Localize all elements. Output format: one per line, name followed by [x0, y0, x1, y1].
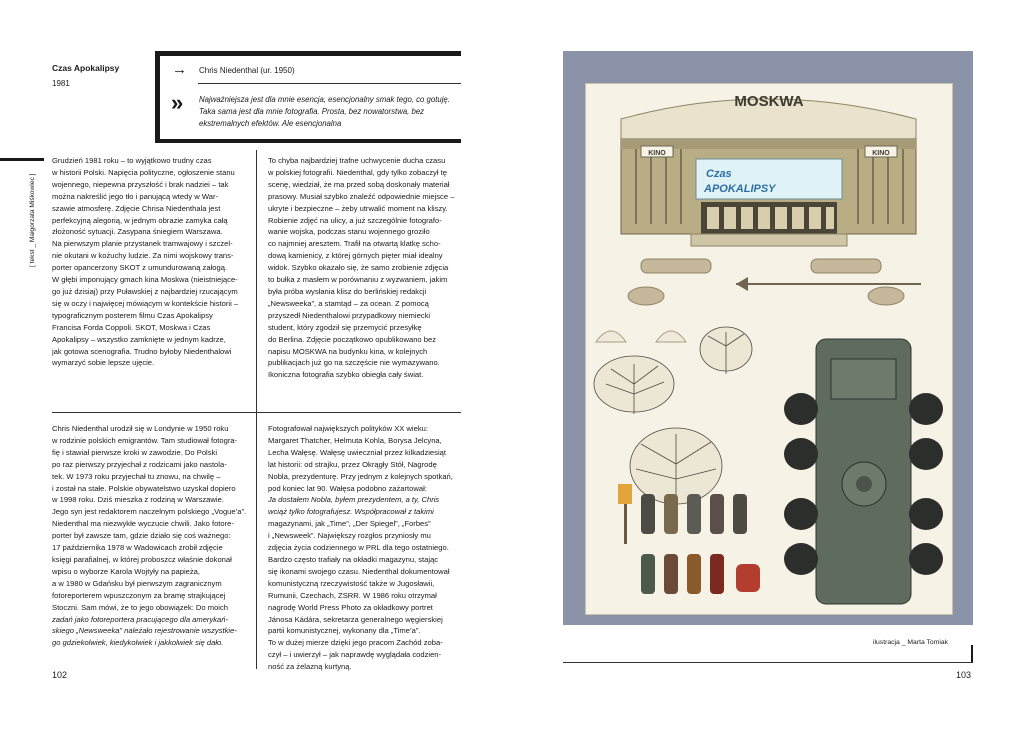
column-divider-bottom — [256, 412, 257, 669]
text-line: Chris Niedenthal urodził się w Londynie w 1950 roku — [52, 424, 229, 433]
quote-line: Taka sama jest dla mnie fotografia. Prosta, bez nowatorstwa, bez — [199, 107, 425, 117]
text-line: wojennego, niepewna przyszłość i brak nadziei – tak — [52, 179, 229, 189]
text-line: pod koniec lat 90. Wałęsa podobno zażartował: — [268, 483, 427, 493]
cutout-drawing — [586, 84, 952, 614]
text-column-2-top — [268, 155, 468, 381]
arrow-right-icon: → — [172, 61, 187, 78]
illustration — [563, 51, 973, 625]
text-line: wanie wojska, podczas stanu wojennego groziło — [268, 227, 430, 237]
text-line: Niedenthal ma niezwykłe wyczucie chwili. Jako fotore- — [52, 519, 234, 529]
text-line: zdjęcia życia codziennego w PRL dla tego ostatniego. — [268, 543, 449, 553]
text-line: nie okutani w kożuchy ludzie. Za nimi wojskowy trans- — [52, 251, 234, 261]
text-line: Jego syn jest redaktorem naczelnym polskiego „Vogue’a”. — [52, 507, 247, 517]
text-line: i „Newsweek”. Największy rozgłos przyniosły mu — [268, 531, 431, 541]
text-line: W głębi imponujący gmach kina Moskwa (nieistniejące- — [52, 275, 238, 285]
text-line: Stoczni. Sam mówi, że to jego obowiązek: Do moich — [52, 602, 228, 612]
text-column-1-bottom — [52, 423, 252, 649]
text-line: w 1998 roku. Dziś mieszka z rodziną w Warszawie. — [52, 495, 224, 505]
text-line: 17 października 1978 w Wadowicach zrobił zdjęcie — [52, 543, 223, 553]
text-line: skiego „Newsweeka” należało rejestrowanie wszystkie- — [52, 626, 237, 636]
text-line: się ikonami swojego czasu. Niedenthal dokumentował — [268, 566, 450, 576]
text-line: Francisa Forda Coppoli. SKOT, Moskwa i Czas — [52, 322, 211, 332]
text-line: porter był zawsze tam, gdzie działo się coś ważnego: — [52, 531, 231, 541]
text-line: Nobla, prezydenturę. Przy jednym z kolejnych spotkań, — [268, 471, 453, 481]
text-line: komunistyczną rzeczywistość także w Jugosławii, — [268, 578, 435, 588]
quote-mark-icon: » — [171, 90, 184, 115]
text-line: wpisu o wyborze Karola Wojtyły na papieża, — [52, 566, 201, 576]
people-cutouts — [618, 484, 760, 594]
text-line: czył – i uwierzył – jak naprawdę wyglądała codzien- — [268, 650, 442, 660]
text-line: prasowy. Musiał szybko znaleźć odpowiednie miejsce – — [268, 191, 455, 201]
kino-sign-left: KINO — [648, 150, 666, 157]
pull-quote — [199, 94, 461, 131]
text-line: do Berlina. Zdjęcie początkowo opublikowano bez — [268, 334, 437, 344]
column-divider-top — [256, 150, 257, 412]
text-line: w historii Polski. Napięcia polityczne, ogłoszenie stanu — [52, 167, 235, 177]
author-name: Chris Niedenthal (ur. 1950) — [199, 66, 295, 75]
text-line: w polskiej fotografii. Niedenthal, gdy tylko zobaczył tę — [268, 167, 447, 177]
header-rule-bottom — [155, 139, 461, 143]
text-line: się w oczy i najwięcej mówiącym w kontekście historii – — [52, 298, 239, 308]
tree-cutouts — [594, 327, 752, 504]
header-rule-vertical — [155, 51, 160, 143]
text-line: go już dzisiaj) przy Puławskiej z najbardziej rzucającym — [52, 286, 238, 296]
text-line: student, który zgodził się przemycić przesyłkę — [268, 322, 422, 332]
text-line: Bardzo często trafiały na okładki magazynu, stając — [268, 554, 439, 564]
text-line: Grudzień 1981 roku – to wyjątkowo trudny czas — [52, 156, 212, 165]
text-line: Rumunii, Czechach, ZSRR. W 1986 roku otrzymał — [268, 590, 437, 600]
text-line: Ja dostałem Nobla, byłem prezydentem, a ty, Chris — [268, 495, 440, 505]
text-line: złożoność sytuacji. Zasypana śniegiem Warszawa. — [52, 227, 223, 237]
quote-line: ekstremalnych efektów. Ale esencjonalna — [199, 119, 342, 129]
text-line: wymarzyć sobie lepsze ujęcie. — [52, 358, 155, 368]
quote-line: Najważniejsza jest dla mnie esencja, esencjonalny smak tego, co gotuję. — [199, 95, 450, 104]
text-line: Jánosa Kádára, sekretarza generalnego węgierskiej — [268, 614, 443, 624]
text-line: widok. Szybko okazało się, że samo zrobienie zdjęcia — [268, 263, 449, 273]
header-divider — [198, 83, 461, 84]
text-line: zadań jako fotoreportera pracującego dla amerykań- — [52, 614, 229, 624]
text-line: była próba wysłania klisz do berlińskiej redakcji — [268, 286, 427, 296]
text-line: Robienie zdjęć na ulicy, a już szczególnie fotografo- — [268, 215, 442, 225]
poster-title-line2: APOKALIPSY — [704, 183, 776, 195]
side-marker — [0, 158, 44, 161]
text-line: „Newsweeka”, a stamtąd – za ocean. Z pomocą — [268, 298, 429, 308]
text-line: napisu MOSKWA na budynku kina, w kolejnych — [268, 346, 428, 356]
text-line: To w dużej mierze dzięki jego pracom Zachód zoba- — [268, 638, 443, 648]
text-line: fię i stawiał pierwsze kroki w zawodzie. Do Polski — [52, 447, 218, 457]
text-line: ukryte i bezpieczne – żeby utrwalić moment na kliszy. — [268, 203, 448, 213]
text-line: publikacjach już go na szczęście nie wymazywano. — [268, 358, 440, 368]
text-line: magazynami, jak „Time”, „Der Spiegel”, „Forbes” — [268, 519, 431, 529]
text-line: przyszedł Niedenthalowi przypadkowy niemiecki — [268, 310, 431, 320]
article-title: Czas Apokalipsy — [52, 63, 120, 73]
poster-title-line1: Czas — [706, 168, 732, 180]
text-line: po raz pierwszy przyjechał z rodzicami jako nastola- — [52, 459, 227, 469]
text-line: co najmniej aresztem. Trafił na otwartą klatkę scho- — [268, 239, 441, 249]
text-line: jak gotowa scenografia. Trudno byłoby Niedenthalowi — [52, 346, 232, 356]
page-number-right: 103 — [956, 670, 972, 680]
header-rule-top — [158, 51, 461, 56]
text-line: typograficznym posterem filmu Czas Apokalipsy — [52, 310, 213, 320]
text-line: ność za żelazną kurtyną. — [268, 662, 352, 672]
text-line: można nakreślić jego tło i panującą wtedy w War- — [52, 191, 219, 201]
illustration-credit: ilustracja _ Marta Tomiak — [873, 639, 949, 646]
text-line: porter opancerzony SKOT z umundurowaną załogą. — [52, 263, 228, 273]
text-line: księgi parafialnej, w której proboszcz właśnie dokonał — [52, 554, 232, 564]
paper-cutout-board — [585, 83, 953, 615]
text-line: Lecha Wałęsę. Wałęsę uwieczniał przez kilkadziesiąt — [268, 447, 446, 457]
text-line: lat historii: od strajku, przez Okrągły Stół, Nagrodę — [268, 459, 437, 469]
cinema-moskwa — [621, 99, 916, 246]
text-line: Fotografował największych polityków XX wieku: — [268, 424, 428, 433]
credit-rule-horizontal — [563, 662, 973, 663]
text-line: Margaret Thatcher, Helmuta Kohla, Borysa Jelcyna, — [268, 435, 442, 445]
log-cutouts — [628, 259, 904, 305]
text-column-1-top — [52, 155, 252, 369]
author-credit: [ tekst _ Małgorzata Miśkowiec ] — [29, 173, 36, 267]
section-divider — [52, 412, 461, 413]
text-line: scenę, wiedział, że ma przed sobą doskonały materiał — [268, 179, 450, 189]
text-line: Apokalipsy – wszystko zamknięte w jednym kadrze, — [52, 334, 226, 344]
text-line: To chyba najbardziej trafne uchwycenie ducha czasu — [268, 156, 446, 165]
page-number-left: 102 — [52, 670, 68, 680]
text-line: Na pierwszym planie przystanek tramwajowy i szczel- — [52, 239, 233, 249]
text-line: go gdziekolwiek, kiedykolwiek i jakkolwiek się dało. — [52, 638, 224, 648]
text-line: partii komunistycznej, wykonany dla „Time’a”. — [268, 626, 421, 636]
text-line: dową kamienicy, z której górnych pięter miał idealny — [268, 251, 443, 261]
text-line: i został na stałe. Polskie obywatelstwo uzyskał dopiero — [52, 483, 236, 493]
article-year: 1981 — [52, 79, 70, 88]
text-line: a w 1980 w Gdańsku był pierwszym zagranicznym — [52, 578, 222, 588]
text-line: Ikoniczna fotografia szybko obiegła cały świat. — [268, 370, 424, 380]
text-line: nagrodę World Press Photo za okładkowy portret — [268, 602, 433, 612]
text-line: perfekcyjną alegorią, w jednym obrazie zamyka całą — [52, 215, 228, 225]
credit-rule-vertical — [971, 645, 973, 663]
text-line: to bułka z masłem w porównaniu z wyzwaniem, jakim — [268, 275, 448, 285]
skot-transporter — [784, 339, 943, 604]
text-line: fotoreporterem wpuszczonym za bramę strajkującej — [52, 590, 226, 600]
text-line: w rodzinie polskich emigrantów. Tam studiował fotogra- — [52, 435, 238, 445]
text-line: szawie atmosferę. Zdjęcie Chrisa Niedenthala jest — [52, 203, 221, 213]
kino-sign-right: KINO — [872, 150, 890, 157]
text-column-2-bottom — [268, 423, 468, 673]
cinema-name-sign: MOSKWA — [734, 93, 804, 110]
text-line: wciąż tylko fotografujesz. Współpracował z takimi — [268, 507, 434, 517]
text-line: tek. W 1973 roku przyjechał tu znowu, na chwilę – — [52, 471, 221, 481]
snow-heap-cutouts — [596, 331, 686, 342]
